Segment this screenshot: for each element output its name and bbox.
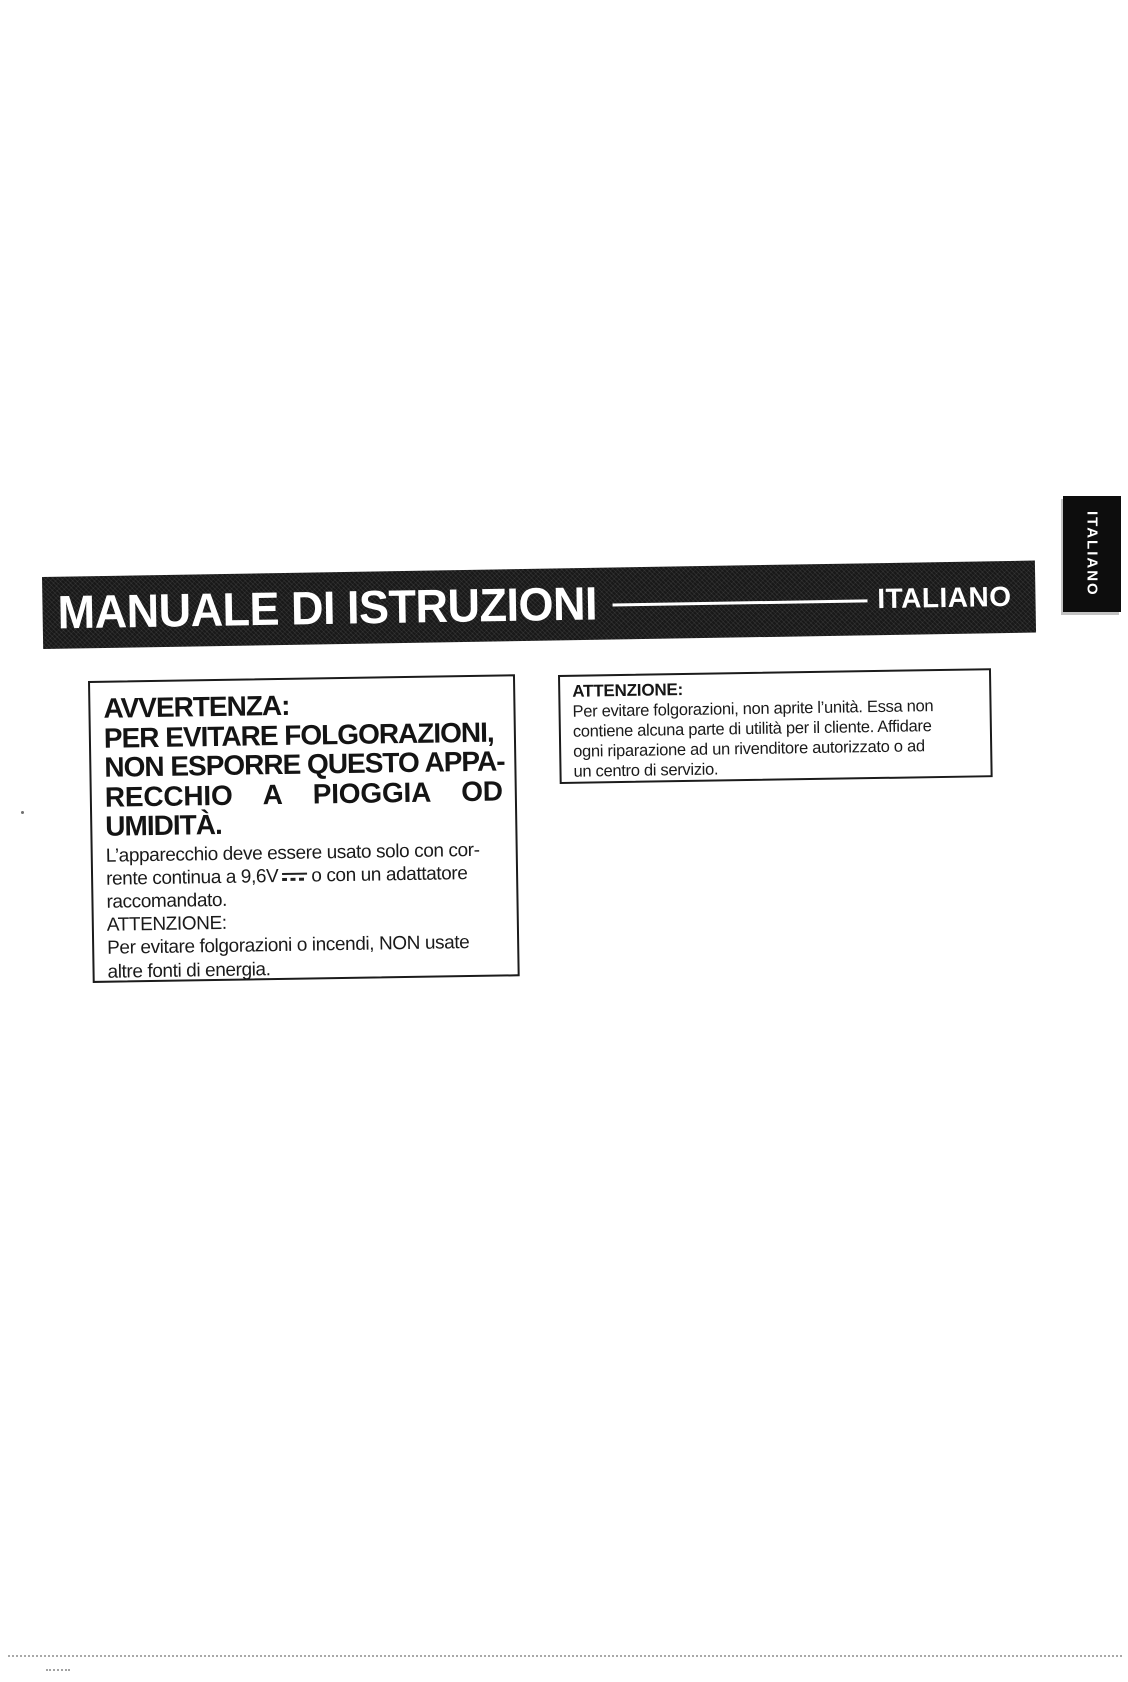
scan-artifact-speck-dot: [21, 811, 24, 814]
banner-title: MANUALE DI ISTRUZIONI: [57, 576, 598, 639]
banner-rule-line: [613, 599, 867, 606]
caution-line-4: un centro di servizio.: [573, 760, 719, 781]
warning-body-line-2-before: rente continua a 9,6V: [105, 865, 279, 890]
dc-power-icon: [282, 872, 307, 880]
banner-language-label: ITALIANO: [877, 580, 1012, 615]
warning-heading-line-3: NON ESPORRE QUESTO APPA-: [104, 745, 505, 783]
caution-line-3: ogni riparazione ad un rivenditore autorizzato o ad: [573, 737, 925, 761]
attenzione-caution-box: [558, 668, 993, 784]
warning-body-line-3: raccomandato.: [106, 889, 228, 913]
warning-heading-line-5: UMIDITÀ.: [105, 808, 222, 842]
side-tab-label: ITALIANO: [1083, 511, 1101, 597]
warning-body-line-5: Per evitare folgorazioni o incendi, NON usate: [107, 932, 470, 960]
scan-artifact-speck-line: [46, 1669, 70, 1671]
scan-artifact-dotted-line: [8, 1655, 1122, 1657]
warning-heading-line-1: AVVERTENZA:: [103, 689, 290, 724]
caution-line-2: contiene alcuna parte di utilità per il cliente. Affidare: [572, 717, 932, 741]
warning-heading-line-4: RECCHIO A PIOGGIA OD: [104, 775, 504, 813]
caution-line-1: Per evitare folgorazioni, non aprite l’unità. Essa non: [572, 697, 934, 721]
warning-body: [106, 838, 506, 983]
warning-body-line-1: L’apparecchio deve essere usato solo con cor-: [105, 839, 480, 867]
title-banner: [42, 561, 1036, 649]
warning-body-line-2-after: o con un adattatore: [311, 862, 468, 887]
language-side-tab: [1063, 496, 1121, 612]
warning-body-line-6: altre fonti di energia.: [107, 958, 271, 983]
warning-heading-line-2: PER EVITARE FOLGORAZIONI,: [103, 716, 494, 754]
warning-body-line-4: ATTENZIONE:: [106, 912, 227, 936]
warning-heading: [103, 688, 503, 842]
avvertenza-warning-box: [88, 674, 520, 983]
caution-title: ATTENZIONE:: [572, 680, 684, 701]
